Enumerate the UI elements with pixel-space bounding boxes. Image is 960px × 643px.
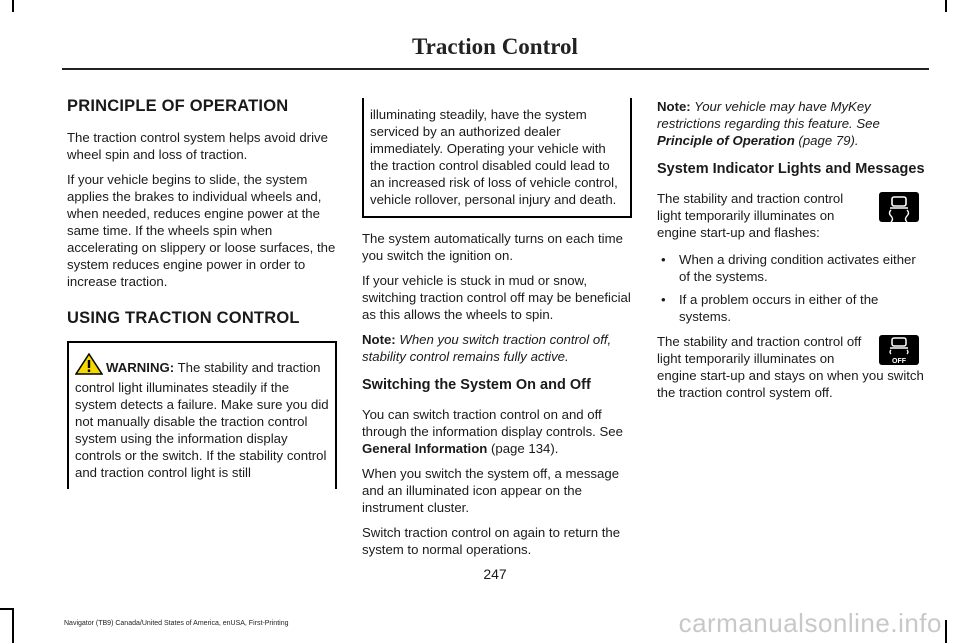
heading-indicator-lights: System Indicator Lights and Messages [657,161,925,177]
crop-mark-bottom-left-h [0,608,12,610]
switch-info-text: You can switch traction control on and off through the information display controls. See [362,407,623,439]
traction-control-off-icon [879,335,919,365]
warning-label: WARNING: [106,360,175,375]
header-rule [62,68,929,70]
indicator-traction-off [657,333,927,401]
note-page: (page 79). [794,133,859,148]
crop-mark-bottom-right [945,620,947,643]
indicator-traction-off-text: The stability and traction control off light temporarily illuminates on engine start-up and stays on when you switch the traction control system off. [657,334,924,400]
watermark: carmanualsonline.info [678,608,942,638]
warning-text: The stability and traction control light illuminates steadily if the system detects a failure. Make sure you did not manually disable the traction control system using the information display controls or the switch. If the stability control and traction control light is still [75,360,329,480]
paragraph-switch-on: Switch traction control on again to return the system to normal operations. [362,525,621,557]
link-principle-of-operation[interactable]: Principle of Operation [657,133,795,148]
page-number: 247 [483,566,507,582]
bullet-item: • When a driving condition activates either of the systems. [657,251,927,285]
note-label: Note: [362,332,396,347]
warning-continued-text: illuminating steadily, have the system serviced by an authorized dealer immediately. Operating your vehicle with the traction control disabled could lead to an increased risk of loss of vehicle control, vehicle rollover, personal injury and death. [370,107,618,207]
crop-mark-bottom-left [12,608,14,643]
page-title: Traction Control [412,34,578,59]
warning-icon [75,353,103,379]
paragraph-intro: The traction control system helps avoid drive wheel spin and loss of traction. [67,130,328,162]
crop-mark-top-left [12,0,14,12]
column-3 [657,98,927,411]
switch-info-page: (page 134). [487,441,559,456]
paragraph-switch-info [362,406,632,457]
column-2 [362,98,632,566]
note-stability [362,331,632,365]
indicator-traction-on [657,190,927,241]
indicator-traction-on-text: The stability and traction control light temporarily illuminates on engine start-up and flashes: [657,191,844,240]
warning-box-continued [362,98,632,218]
column-1 [67,98,337,489]
heading-principle: PRINCIPLE OF OPERATION [67,97,289,115]
off-label: OFF [892,358,906,365]
crop-mark-top-right [945,0,947,12]
paragraph-slide: If your vehicle begins to slide, the system applies the brakes to individual wheels and, when needed, reduces engine power at the same time. If the wheels spin when accelerating on slippery or loose surfaces, the system reduces engine power in order to increase traction. [67,172,336,289]
warning-box [67,341,337,489]
document-info: Navigator (TB9) Canada/United States of America, enUSA, First-Printing [64,620,289,627]
paragraph-message: When you switch the system off, a message and an illuminated icon appear on the instrument cluster. [362,466,620,515]
indicator-bullets [657,251,927,325]
heading-switching: Switching the System On and Off [362,377,591,393]
note-mykey [657,98,927,149]
bullet-item: • If a problem occurs in either of the systems. [657,291,927,325]
link-general-information[interactable]: General Information [362,441,488,456]
note-text: When you switch traction control off, stability control remains fully active. [362,332,612,364]
traction-control-icon [879,192,919,222]
paragraph-stuck: If your vehicle is stuck in mud or snow, switching traction control off may be beneficial as this allows the wheels to spin. [362,273,631,322]
paragraph-auto-on: The system automatically turns on each time you switch the ignition on. [362,231,623,263]
note-text: Your vehicle may have MyKey restrictions regarding this feature. See [657,99,880,131]
heading-using: USING TRACTION CONTROL [67,309,300,327]
note-label: Note: [657,99,691,114]
